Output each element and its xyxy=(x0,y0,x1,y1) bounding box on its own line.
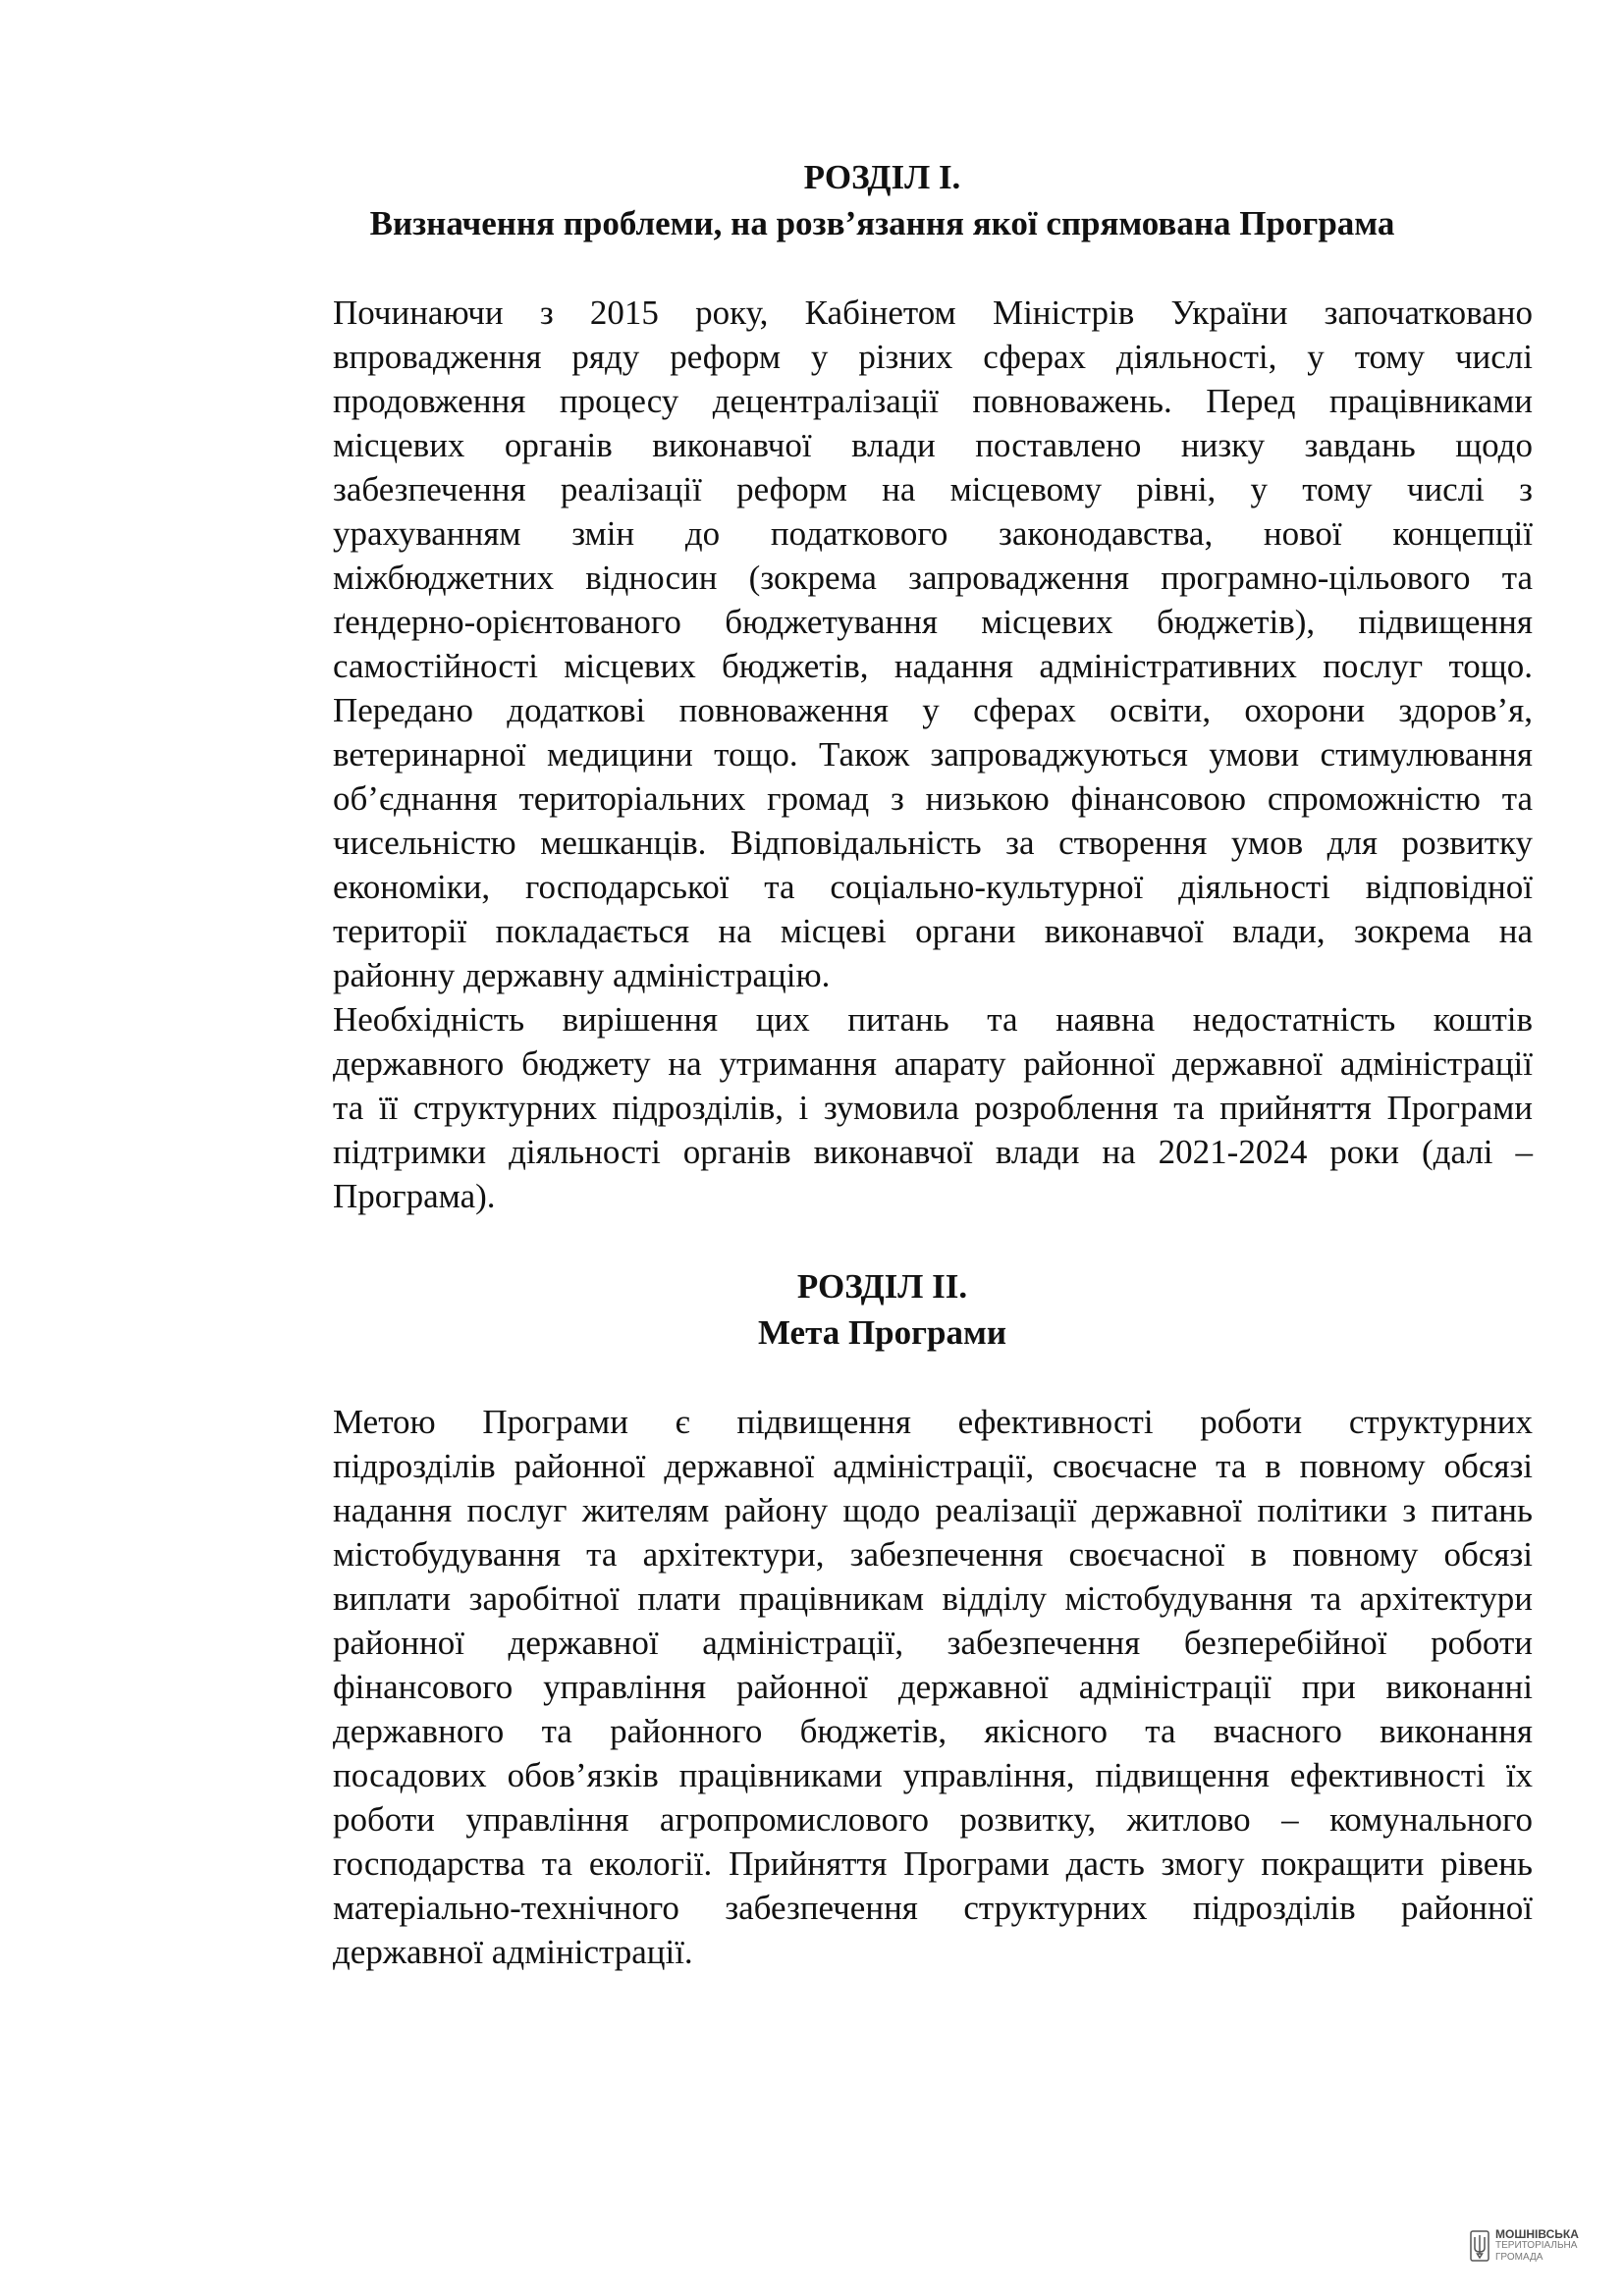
text-line: продовження процесу децентралізації повноважень. Перед працівниками xyxy=(333,382,1533,420)
text-line: урахуванням змін до податкового законодавства, нової концепції xyxy=(333,514,1533,553)
text-line: чисельністю мешканців. Відповідальність за створення умов для розвитку xyxy=(333,824,1533,862)
section-2-title: РОЗДІЛ ІІ. xyxy=(796,1267,968,1306)
section-1-title: РОЗДІЛ І. xyxy=(803,158,961,196)
paragraph xyxy=(232,291,1533,997)
logo-line-2: ТЕРИТОРІАЛЬНА xyxy=(1495,2240,1578,2251)
text-line: матеріально-технічного забезпечення структурних підрозділів районної xyxy=(333,1889,1533,1927)
text-line: міжбюджетних відносин (зокрема запровадження програмно-цільового та xyxy=(333,559,1533,597)
text-line: Передано додаткові повноваження у сферах освіти, охорони здоров’я, xyxy=(333,691,1533,729)
text-line: надання послуг жителям району щодо реалізації державної політики з питань xyxy=(333,1491,1533,1529)
text-line: та її структурних підрозділів, і зумовила розроблення та прийняття Програми xyxy=(333,1089,1533,1127)
text-line: території покладається на місцеві органи виконавчої влади, зокрема на xyxy=(333,912,1533,950)
section-2-subtitle: Мета Програми xyxy=(757,1313,1007,1352)
paragraph xyxy=(232,997,1533,1218)
text-line: ветеринарної медицини тощо. Також запроваджуються умови стимулювання xyxy=(333,735,1533,774)
text-line: ґендерно-орієнтованого бюджетування місцевих бюджетів), підвищення xyxy=(333,603,1533,641)
text-line: місцевих органів виконавчої влади поставлено низку завдань щодо xyxy=(333,426,1533,464)
text-line: Програма). xyxy=(333,1177,496,1215)
logo-line-3: ГРОМАДА xyxy=(1495,2252,1543,2263)
text-line: районну державну адміністрацію. xyxy=(333,956,831,994)
section-1-subtitle: Визначення проблеми, на розв’язання якої спрямована Програма xyxy=(369,204,1395,242)
text-line: об’єднання територіальних громад з низькою фінансовою спроможністю та xyxy=(333,779,1533,818)
text-line: виплати заробітної плати працівникам відділу містобудування та архітектури xyxy=(333,1579,1533,1618)
text-line: економіки, господарської та соціально-культурної діяльності відповідної xyxy=(333,868,1533,906)
text-line: роботи управління агропромислового розвитку, житлово – комунального xyxy=(333,1800,1533,1839)
paragraph xyxy=(232,1400,1533,1974)
trident-emblem-icon xyxy=(1470,2230,1489,2262)
community-logo xyxy=(1470,2228,1617,2273)
text-line: Метою Програми є підвищення ефективності роботи структурних xyxy=(333,1403,1533,1441)
text-line: Починаючи з 2015 року, Кабінетом Міністрів України започатковано xyxy=(333,294,1533,332)
text-line: районної державної адміністрації, забезпечення безперебійної роботи xyxy=(333,1624,1533,1662)
section-2-heading xyxy=(232,1263,1533,1356)
text-line: державного та районного бюджетів, якісного та вчасного виконання xyxy=(333,1712,1533,1750)
logo-line-1: МОШНІВСЬКА xyxy=(1495,2227,1579,2241)
section-2-body xyxy=(232,1400,1533,1974)
text-line: господарства та екології. Прийняття Програми дасть змогу покращити рівень xyxy=(333,1844,1533,1883)
text-line: державної адміністрації. xyxy=(333,1933,693,1971)
text-line: впровадження ряду реформ у різних сферах діяльності, у тому числі xyxy=(333,338,1533,376)
text-line: посадових обов’язків працівниками управління, підвищення ефективності їх xyxy=(333,1756,1533,1794)
text-line: підтримки діяльності органів виконавчої влади на 2021-2024 роки (далі – xyxy=(333,1133,1533,1171)
text-line: фінансового управління районної державної адміністрації при виконанні xyxy=(333,1668,1533,1706)
text-line: державного бюджету на утримання апарату районної державної адміністрації xyxy=(333,1044,1533,1083)
text-line: забезпечення реалізації реформ на місцевому рівні, у тому числі з xyxy=(333,470,1533,508)
section-1-body xyxy=(232,291,1533,1218)
text-line: Необхідність вирішення цих питань та наявна недостатність коштів xyxy=(333,1000,1533,1039)
text-line: містобудування та архітектури, забезпечення своєчасної в повному обсязі xyxy=(333,1535,1533,1574)
logo-text xyxy=(1495,2228,1579,2264)
section-1-heading xyxy=(232,154,1533,246)
text-line: самостійності місцевих бюджетів, надання адміністративних послуг тощо. xyxy=(333,647,1533,685)
text-line: підрозділів районної державної адміністрації, своєчасне та в повному обсязі xyxy=(333,1447,1533,1485)
